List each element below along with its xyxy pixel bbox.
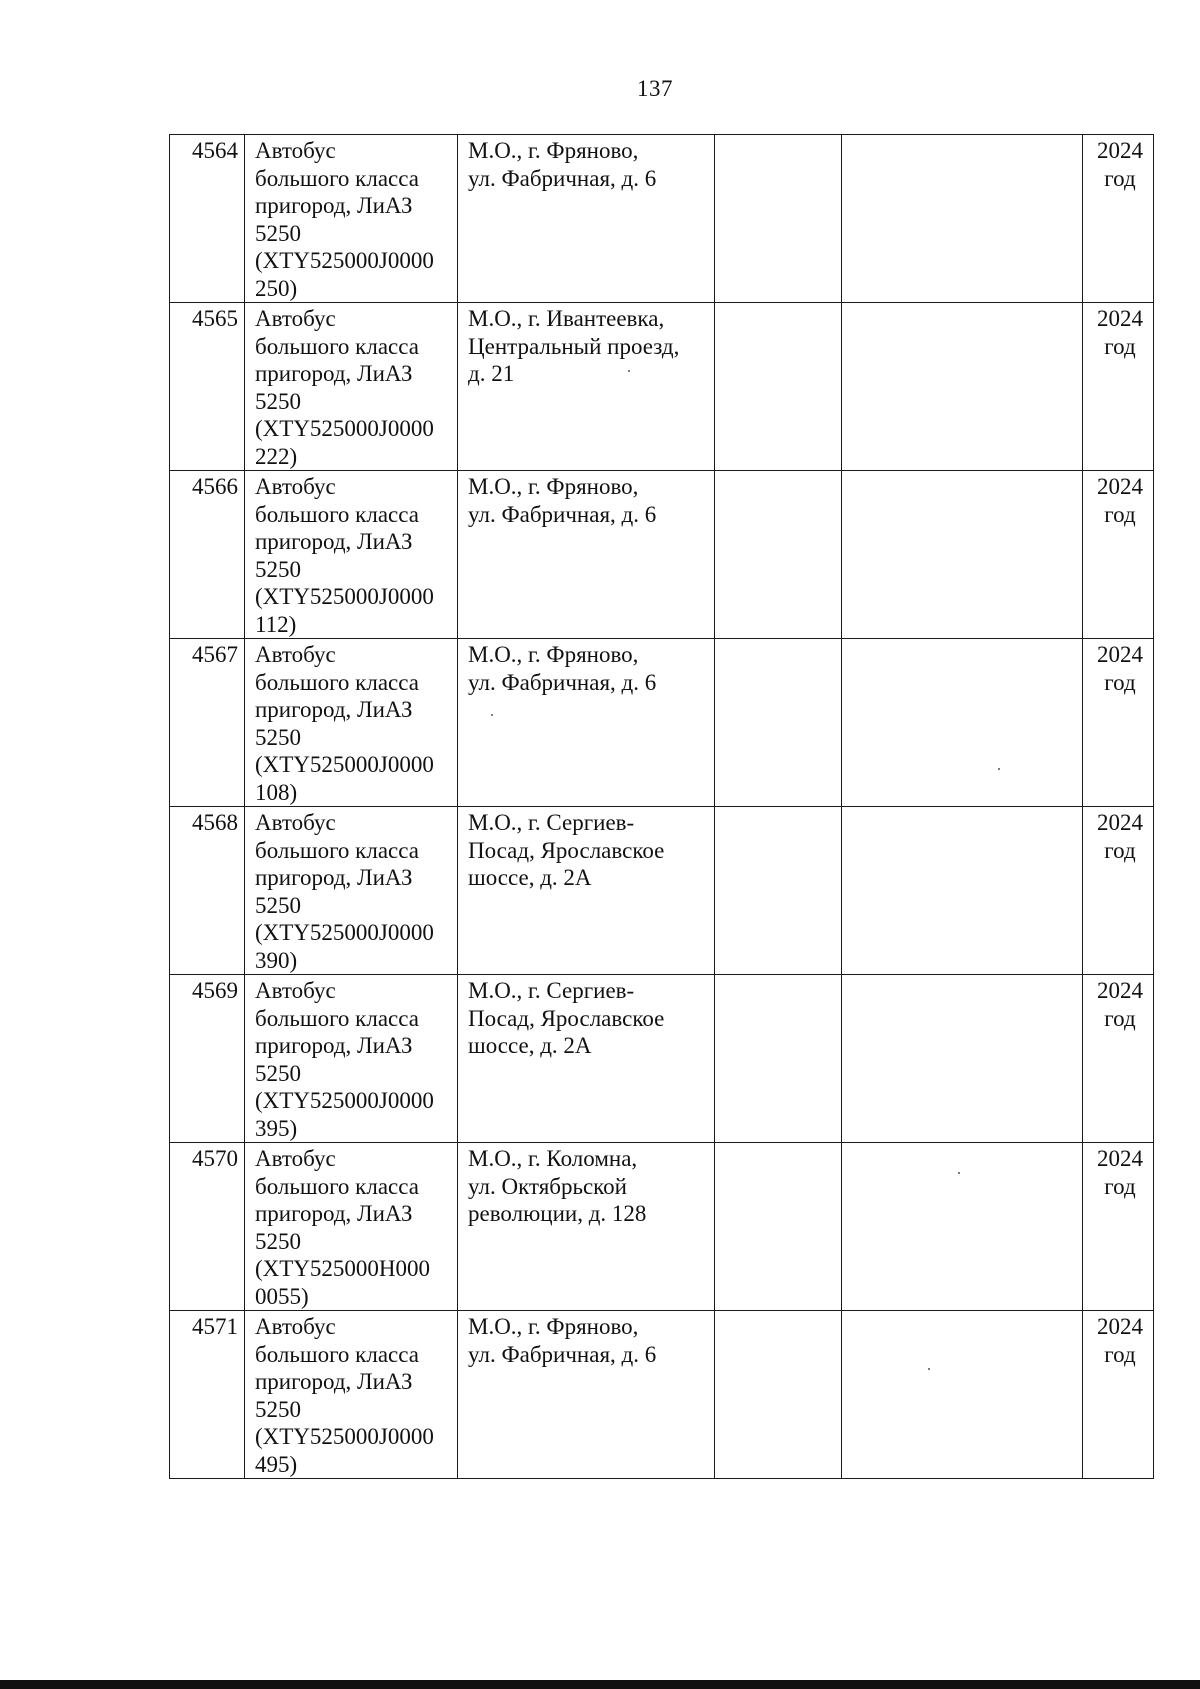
vehicle-line: большого класса [255, 837, 419, 863]
vehicle-line: (XTY525000J0000 [255, 584, 434, 609]
vehicle-line: Автобус [255, 810, 336, 835]
address-line: Посад, Ярославское [468, 837, 665, 863]
vehicle-line: большого класса [255, 669, 419, 695]
registry-table [169, 134, 1154, 1479]
scan-speck [958, 1172, 960, 1174]
row-number-cell: 4567 [170, 639, 245, 807]
empty-cell [715, 303, 842, 471]
vehicle-line: (XTY525000J0000 [255, 1088, 434, 1113]
vehicle-cell [245, 975, 458, 1143]
empty-cell [842, 1311, 1083, 1479]
vehicle-cell [245, 1143, 458, 1311]
vehicle-line: 5250 [255, 1228, 301, 1254]
scan-edge-bar [0, 1680, 1200, 1689]
vehicle-line: Автобус [255, 138, 336, 163]
vehicle-line: Автобус [255, 642, 336, 667]
address-line: ул. Фабричная, д. 6 [468, 165, 657, 191]
vehicle-line: 495) [255, 1451, 298, 1477]
address-line: М.О., г. Фряново, [468, 138, 639, 163]
row-number-cell: 4566 [170, 471, 245, 639]
vehicle-line: 0055) [255, 1283, 309, 1309]
address-line: ул. Октябрьской [468, 1173, 627, 1199]
table-row [170, 639, 1154, 807]
address-line: Центральный проезд, [468, 333, 680, 359]
scan-speck [491, 714, 493, 716]
year-line: 2024 [1097, 1314, 1143, 1339]
vehicle-line: большого класса [255, 1005, 419, 1031]
vehicle-line: пригород, ЛиАЗ [255, 697, 413, 722]
address-cell [458, 1143, 715, 1311]
row-number-cell: 4571 [170, 1311, 245, 1479]
row-number-cell: 4570 [170, 1143, 245, 1311]
year-cell [1083, 471, 1154, 639]
table-row [170, 975, 1154, 1143]
vehicle-line: 5250 [255, 220, 301, 246]
vehicle-line: большого класса [255, 501, 419, 527]
empty-cell [715, 975, 842, 1143]
vehicle-line: пригород, ЛиАЗ [255, 1033, 413, 1058]
vehicle-line: 250) [255, 275, 298, 301]
year-cell [1083, 303, 1154, 471]
vehicle-line: 222) [255, 443, 298, 469]
year-line: 2024 [1097, 978, 1143, 1003]
empty-cell [842, 303, 1083, 471]
address-line: ул. Фабричная, д. 6 [468, 669, 657, 695]
address-line: М.О., г. Фряново, [468, 642, 639, 667]
vehicle-line: пригород, ЛиАЗ [255, 361, 413, 386]
vehicle-line: (XTY525000J0000 [255, 416, 434, 441]
year-line: 2024 [1097, 306, 1143, 331]
vehicle-line: (XTY525000J0000 [255, 920, 434, 945]
year-line: 2024 [1097, 474, 1143, 499]
year-cell [1083, 135, 1154, 303]
address-cell [458, 1311, 715, 1479]
vehicle-line: 5250 [255, 556, 301, 582]
year-line: год [1104, 1173, 1136, 1199]
empty-cell [715, 1143, 842, 1311]
vehicle-line: Автобус [255, 1146, 336, 1171]
year-cell [1083, 639, 1154, 807]
scan-speck [628, 370, 630, 372]
vehicle-line: 5250 [255, 724, 301, 750]
registry-table-body [170, 135, 1154, 1479]
table-row [170, 807, 1154, 975]
table-row [170, 471, 1154, 639]
table-row [170, 303, 1154, 471]
vehicle-line: 5250 [255, 892, 301, 918]
vehicle-line: (XTY525000J0000 [255, 1424, 434, 1449]
address-line: д. 21 [468, 361, 515, 386]
scan-speck [998, 768, 1000, 770]
vehicle-line: большого класса [255, 165, 419, 191]
table-row [170, 1143, 1154, 1311]
address-line: шоссе, д. 2А [468, 865, 592, 890]
vehicle-line: 5250 [255, 388, 301, 414]
vehicle-line: 5250 [255, 1396, 301, 1422]
vehicle-line: 112) [255, 611, 297, 637]
page-number: 137 [637, 76, 673, 101]
address-line: шоссе, д. 2А [468, 1033, 592, 1058]
vehicle-line: (XTY525000H000 [255, 1256, 431, 1281]
year-line: 2024 [1097, 810, 1143, 835]
vehicle-line: (XTY525000J0000 [255, 752, 434, 777]
vehicle-line: большого класса [255, 1173, 419, 1199]
vehicle-line: пригород, ЛиАЗ [255, 865, 413, 890]
row-number-cell: 4565 [170, 303, 245, 471]
vehicle-cell [245, 807, 458, 975]
vehicle-line: 390) [255, 947, 298, 973]
year-cell [1083, 1311, 1154, 1479]
vehicle-line: Автобус [255, 474, 336, 499]
year-line: год [1104, 1005, 1136, 1031]
address-line: ул. Фабричная, д. 6 [468, 501, 657, 527]
vehicle-cell [245, 1311, 458, 1479]
vehicle-line: (XTY525000J0000 [255, 248, 434, 273]
row-number-cell: 4564 [170, 135, 245, 303]
vehicle-line: пригород, ЛиАЗ [255, 1201, 413, 1226]
vehicle-line: Автобус [255, 1314, 336, 1339]
year-line: 2024 [1097, 1146, 1143, 1171]
address-line: М.О., г. Фряново, [468, 1314, 639, 1339]
vehicle-line: пригород, ЛиАЗ [255, 193, 413, 218]
vehicle-line: Автобус [255, 978, 336, 1003]
empty-cell [715, 471, 842, 639]
vehicle-cell [245, 303, 458, 471]
vehicle-line: 5250 [255, 1060, 301, 1086]
year-line: год [1104, 669, 1136, 695]
address-cell [458, 135, 715, 303]
address-cell [458, 303, 715, 471]
year-line: год [1104, 837, 1136, 863]
empty-cell [842, 471, 1083, 639]
empty-cell [842, 1143, 1083, 1311]
empty-cell [842, 975, 1083, 1143]
vehicle-line: пригород, ЛиАЗ [255, 529, 413, 554]
table-row [170, 135, 1154, 303]
address-cell [458, 471, 715, 639]
year-line: год [1104, 1341, 1136, 1367]
scan-speck [928, 1368, 930, 1370]
vehicle-line: 108) [255, 779, 298, 805]
empty-cell [715, 807, 842, 975]
year-line: год [1104, 165, 1136, 191]
year-line: год [1104, 333, 1136, 359]
address-cell [458, 975, 715, 1143]
address-line: М.О., г. Ивантеевка, [468, 306, 665, 331]
empty-cell [842, 639, 1083, 807]
address-line: революции, д. 128 [468, 1201, 647, 1226]
empty-cell [842, 807, 1083, 975]
year-cell [1083, 1143, 1154, 1311]
vehicle-cell [245, 639, 458, 807]
address-line: Посад, Ярославское [468, 1005, 665, 1031]
year-line: год [1104, 501, 1136, 527]
vehicle-line: пригород, ЛиАЗ [255, 1369, 413, 1394]
address-cell [458, 639, 715, 807]
vehicle-cell [245, 135, 458, 303]
empty-cell [715, 135, 842, 303]
address-cell [458, 807, 715, 975]
address-line: ул. Фабричная, д. 6 [468, 1341, 657, 1367]
vehicle-line: 395) [255, 1115, 298, 1141]
vehicle-line: Автобус [255, 306, 336, 331]
empty-cell [842, 135, 1083, 303]
row-number-cell: 4568 [170, 807, 245, 975]
year-line: 2024 [1097, 642, 1143, 667]
year-cell [1083, 975, 1154, 1143]
row-number-cell: 4569 [170, 975, 245, 1143]
address-line: М.О., г. Коломна, [468, 1146, 638, 1171]
vehicle-cell [245, 471, 458, 639]
empty-cell [715, 639, 842, 807]
year-line: 2024 [1097, 138, 1143, 163]
vehicle-line: большого класса [255, 1341, 419, 1367]
address-line: М.О., г. Сергиев- [468, 978, 635, 1003]
address-line: М.О., г. Фряново, [468, 474, 639, 499]
table-row [170, 1311, 1154, 1479]
year-cell [1083, 807, 1154, 975]
vehicle-line: большого класса [255, 333, 419, 359]
empty-cell [715, 1311, 842, 1479]
address-line: М.О., г. Сергиев- [468, 810, 635, 835]
